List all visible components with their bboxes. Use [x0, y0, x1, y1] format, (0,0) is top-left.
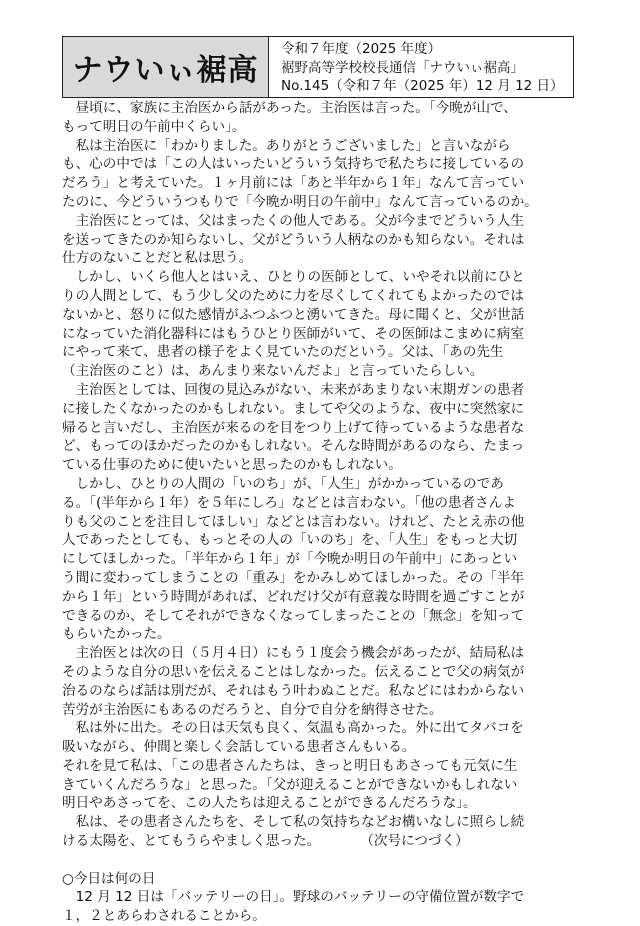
body-line: ど、もってのほかだったのかもしれない。そんな時間があるのなら、たまっ — [62, 438, 525, 455]
body-line: を送ってきたのか知らないし、父がどういう人柄なのかも知らない。それは — [62, 231, 525, 248]
body-line: も、心の中では「この人はいったいどういう気持ちで私たちに接しているの — [62, 156, 525, 173]
body-line: もって明日の午前中くらい」。 — [62, 118, 246, 135]
body-line: 苦労が主治医にもあるのだろうと、自分で自分を納得させた。 — [62, 701, 443, 718]
body-line: 吸いながら、仲間と楽しく会話している患者さんもいる。 — [62, 739, 416, 756]
body-line: にしてほしかった。「半年から１年」が「今晩か明日の午前中」にあっとい — [62, 551, 518, 568]
header-info — [269, 37, 573, 97]
body-line: しかし、ひとりの人間の「いのち」が、「人生」がかかっているのであ — [62, 475, 504, 492]
body-line: う間に変わってしまうことの「重み」をかみしめてほしかった。その「半年 — [62, 569, 525, 586]
body-line: 主治医とは次の日（５月４日）にもう１度会う機会があったが、結局私は — [62, 645, 525, 662]
body-line: に接したくなかったのかもしれない。ましてや父のような、夜中に突然家に — [62, 400, 525, 417]
body-line: きていくんだろうな」と思った。「父が迎えることができないかもしれない — [62, 776, 518, 793]
body-line: （主治医のこと）は、あんまり来ないんだよ」と言っていたらしい。 — [62, 363, 484, 380]
body-line: りの人間として、もう少し父のために力を尽くしてくれてもよかったのでは — [62, 287, 524, 304]
today-heading: ○今日は何の日 — [62, 870, 156, 887]
body-last-line — [62, 832, 582, 851]
body-line: ないかと、怒りに似た感情がふつふつと湧いてきた。母に聞くと、父が世話 — [62, 306, 525, 323]
body-line: になっていた消化器科にはもうひとり医師がいて、その医師はこまめに病室 — [62, 325, 524, 342]
newsletter-title: ナウいぃ裾高 — [72, 53, 259, 88]
body-line: 私は、その患者さんたちを、そして私の気持ちなどお構いなしに照らし続 — [62, 814, 525, 831]
body-line: にやって来て、患者の様子をよく見ていたのだという。父は、「あの先生 — [62, 344, 504, 361]
issue-number-line: No.145（令和７年（2025 年）12 月 12 日） — [281, 78, 564, 94]
title-box — [63, 37, 269, 97]
section-gap — [62, 851, 582, 870]
body-line: 治るのならば話は別だが、それはもう叶わぬことだ。私などにはわからない — [62, 682, 525, 699]
article-body — [62, 99, 582, 926]
publication-name-line: 裾野高等学校校長通信「ナウいぃ裾高」 — [281, 59, 524, 76]
body-line: 昼頃に、家族に主治医から話があった。主治医は言った。「今晩が山で、 — [62, 100, 517, 116]
body-line: りも父のことを注目してほしい」などとは言わない。けれど、たとえ赤の他 — [62, 513, 525, 530]
body-line: だろう」と考えていた。１ヶ月前には「あと半年から１年」なんて言ってい — [62, 175, 525, 192]
body-line: 主治医としては、回復の見込みがない、未来があまりない末期ガンの患者 — [62, 381, 525, 398]
body-line: ける太陽を、とてもうらやましく思った。 — [62, 833, 321, 850]
body-line: る。「(半年から１年）を５年にしろ」などとは言わない。「他の患者さんよ — [62, 494, 516, 511]
body-line: 主治医にとっては、父はまったくの他人である。父が今までどういう人生 — [62, 212, 524, 229]
today-line: 12 月 12 日は「バッテリーの日」。野球のバッテリーの守備位置が数字で — [62, 889, 525, 906]
body-line: しかし、いくら他人とはいえ、ひとりの医師として、いやそれ以前にひと — [62, 269, 525, 286]
body-line: から１年」という時間があれば、どれだけ父が有意義な時間を過ごすことが — [62, 588, 525, 605]
body-line: そのような自分の思いを伝えることはしなかった。伝えることで父の病気が — [62, 663, 525, 680]
fiscal-year-line: 令和７年度（2025 年度） — [281, 41, 442, 57]
body-line: たのに、今どういうつもりで「今晩か明日の午前中」なんて言っているのか。 — [62, 193, 538, 210]
body-line: 帰ると言いだし、主治医が来るのを目をつり上げて待っているような患者な — [62, 419, 525, 436]
body-line: ている仕事のために使いたいと思ったのかもしれない。 — [62, 457, 402, 474]
body-line: 私は主治医に「わかりました。ありがとうございました」と言いながら — [62, 137, 511, 154]
body-line: 仕方のないことだと私は思う。 — [62, 250, 253, 267]
body-line: それを見て私は、「この患者さんたちは、きっと明日もあさっても元気に生 — [62, 757, 518, 774]
today-line: １，２とあらわされることから。 — [62, 908, 266, 925]
continued-note: （次号につづく） — [360, 833, 469, 850]
newsletter-header — [62, 36, 574, 98]
body-line: 明日やあさってを、この人たちは迎えることができるんだろうな」。 — [62, 795, 477, 812]
body-line: できるのか、そしてそれができなくなってしまったことの「無念」を知って — [62, 607, 525, 624]
body-line: 私は外に出た。その日は天気も良く、気温も高かった。外に出てタバコを — [62, 720, 524, 737]
body-line: もらいたかった。 — [62, 626, 171, 643]
body-line: 人であったとしても、もっとその人の「いのち」を、「人生」をもっと大切 — [62, 532, 518, 549]
